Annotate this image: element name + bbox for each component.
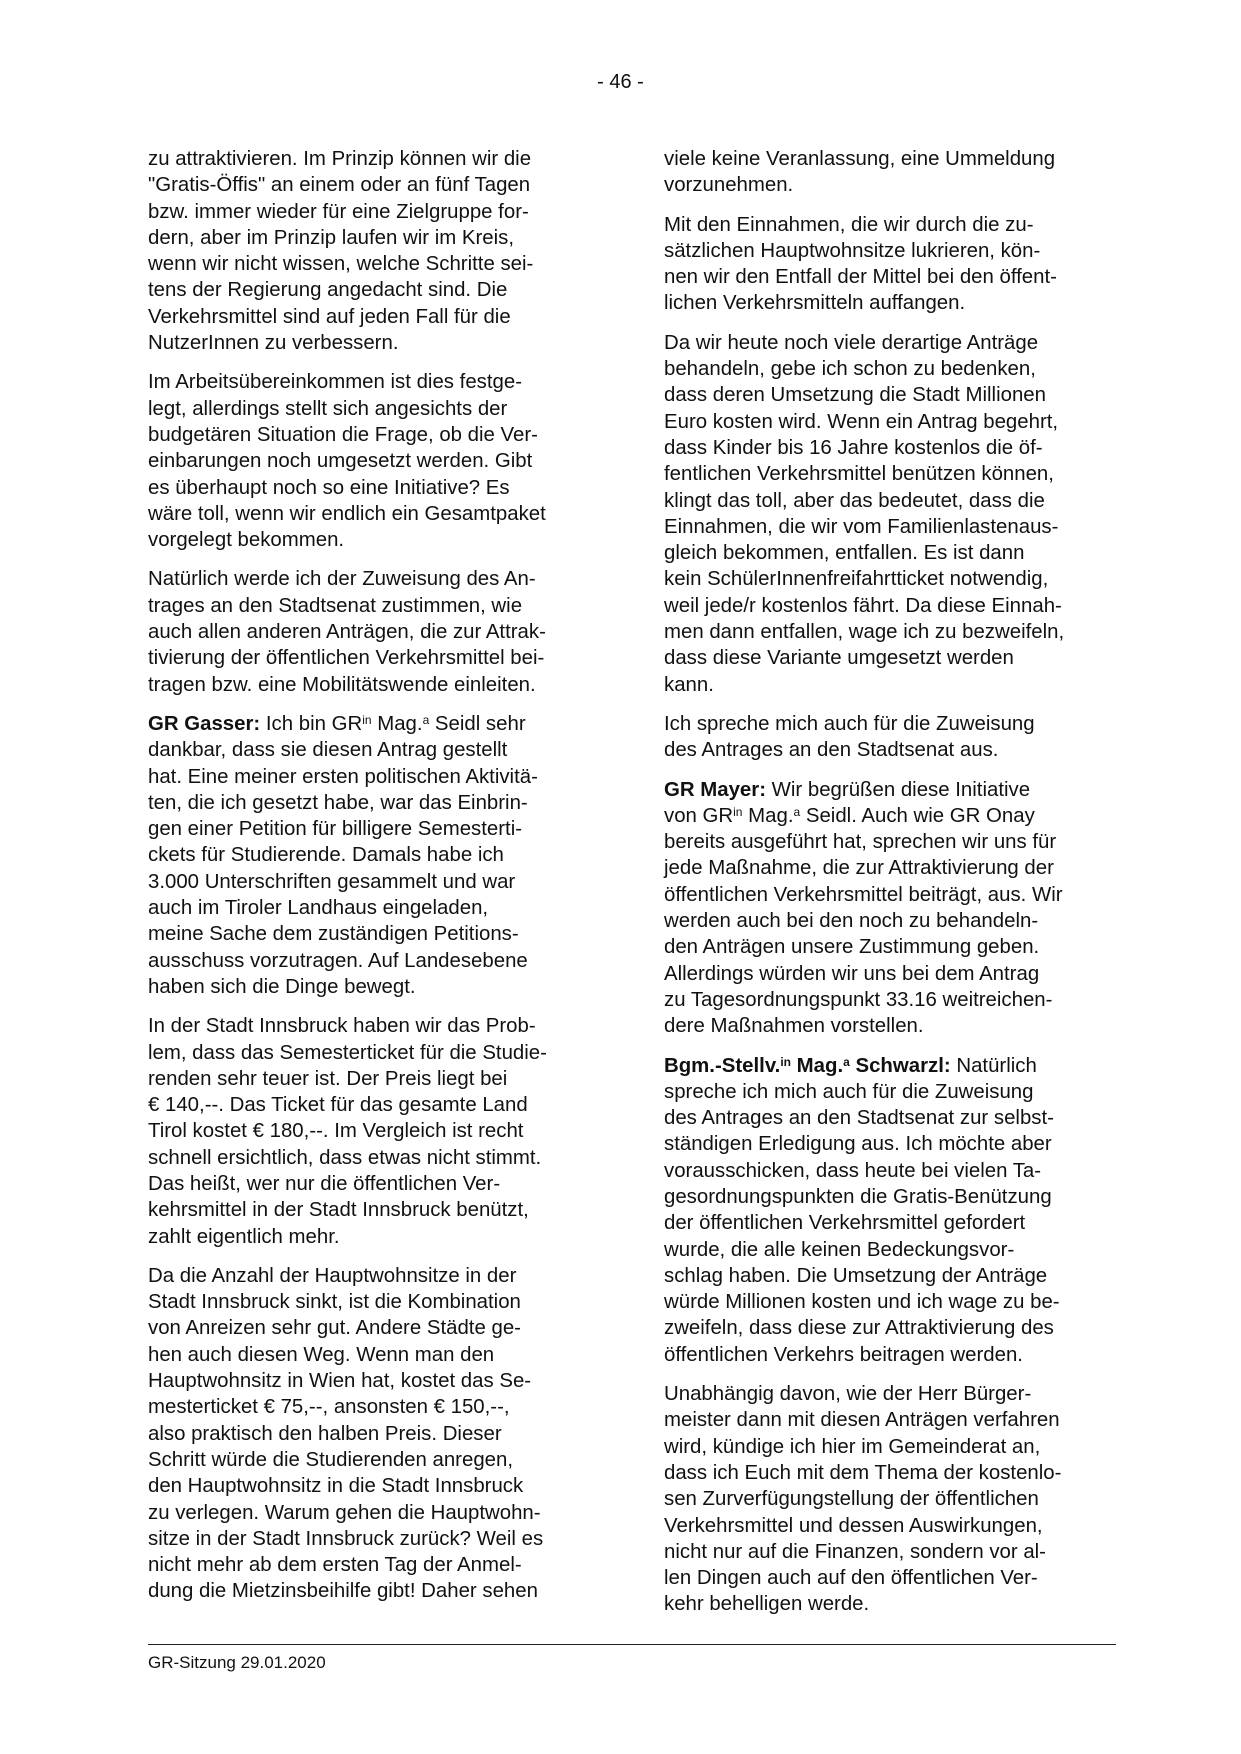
paragraph-line: jede Maßnahme, die zur Attraktivierung der [664, 857, 1054, 880]
page-number: - 46 - [597, 71, 644, 93]
paragraph-line: den Anträgen unsere Zustimmung geben. [664, 936, 1040, 959]
paragraph-line: wäre toll, wenn wir endlich ein Gesamtpaket [148, 502, 546, 525]
paragraph-line: gleich bekommen, entfallen. Es ist dann [664, 542, 1025, 565]
footer-session-date: GR-Sitzung 29.01.2020 [148, 1653, 326, 1672]
paragraph-line: von $GR^{in}$ Mag.$^a$ Seidl. Auch wie GR Onay [664, 804, 1035, 827]
paragraph-line: ten, die ich gesetzt habe, war das Einbrin- [148, 791, 528, 814]
paragraph-line: zu Tagesordnungspunkt 33.16 weitreichen- [664, 988, 1053, 1011]
paragraph-line: In der Stadt Innsbruck haben wir das Prob- [148, 1015, 536, 1038]
paragraph-line: sitze in der Stadt Innsbruck zurück? Weil es [148, 1527, 544, 1550]
paragraph-line: weil jede/r kostenlos fährt. Da diese Einnah- [664, 594, 1062, 617]
paragraph [148, 566, 603, 697]
paragraph-line: tivierung der öffentlichen Verkehrsmittel bei- [148, 647, 545, 670]
paragraph-line: trages an den Stadtsenat zustimmen, wie [148, 594, 523, 617]
paragraph-line: zweifeln, dass diese zur Attraktivierung des [664, 1317, 1054, 1340]
left-column [148, 146, 603, 1618]
paragraph-line: von Anreizen sehr gut. Andere Städte ge- [148, 1317, 521, 1340]
paragraph-line: spreche ich mich auch für die Zuweisung [664, 1080, 1034, 1103]
paragraph-line: fentlichen Verkehrsmittel benützen können, [664, 463, 1054, 486]
paragraph-line: "Gratis-Öffis" an einem oder an fünf Tagen [148, 174, 531, 197]
paragraph-line: kehrsmittel in der Stadt Innsbruck benützt, [148, 1199, 529, 1222]
paragraph-line: nicht nur auf die Finanzen, sondern vor al- [664, 1540, 1046, 1563]
paragraph-line: hat. Eine meiner ersten politischen Aktivitä- [148, 765, 538, 788]
paragraph-line: dass ich Euch mit dem Thema der kostenlo- [664, 1461, 1062, 1484]
paragraph-line: dere Maßnahmen vorstellen. [664, 1015, 924, 1038]
paragraph-line: men dann entfallen, wage ich zu bezweifeln, [664, 621, 1065, 644]
paragraph-line: NutzerInnen zu verbessern. [148, 332, 399, 355]
paragraph-line: gen einer Petition für billigere Semesterti- [148, 818, 523, 841]
paragraph-line: len Dingen auch auf den öffentlichen Ver- [664, 1567, 1038, 1590]
paragraph-line: ckets für Studierende. Damals habe ich [148, 844, 504, 867]
paragraph-line: gesordnungspunkten die Gratis-Benützung [664, 1185, 1052, 1208]
paragraph-line: dankbar, dass sie diesen Antrag gestellt [148, 739, 508, 762]
paragraph-line: öffentlichen Verkehrsmittel beiträgt, aus. Wir [664, 883, 1063, 906]
paragraph-line: kann. [664, 673, 714, 696]
paragraph-line: wurde, die alle keinen Bedeckungsvor- [664, 1238, 1015, 1261]
paragraph-line: wenn wir nicht wissen, welche Schritte sei- [148, 253, 534, 276]
paragraph-line: meister dann mit diesen Anträgen verfahren [664, 1409, 1060, 1432]
paragraph-line: dung die Mietzinsbeihilfe gibt! Daher sehen [148, 1580, 538, 1603]
paragraph-line: nicht mehr ab dem ersten Tag der Anmel- [148, 1554, 522, 1577]
paragraph-line: haben sich die Dinge bewegt. [148, 975, 416, 998]
paragraph-line: behandeln, gebe ich schon zu bedenken, [664, 358, 1036, 381]
paragraph-line: Natürlich werde ich der Zuweisung des An- [148, 568, 536, 591]
paragraph-line: Verkehrsmittel und dessen Auswirkungen, [664, 1514, 1043, 1537]
footer-divider [148, 1644, 1116, 1645]
paragraph-line: Da die Anzahl der Hauptwohnsitze in der [148, 1264, 517, 1287]
paragraph-line: vorausschicken, dass heute bei vielen Ta- [664, 1159, 1042, 1182]
paragraph-line: Hauptwohnsitz in Wien hat, kostet das Se- [148, 1370, 532, 1393]
paragraph-line: Bgm.-Stellv.$^{in}$ Mag.$^a$ Schwarzl: Natürlich [664, 1054, 1037, 1077]
paragraph-line: ständigen Erledigung aus. Ich möchte aber [664, 1133, 1052, 1156]
paragraph [664, 330, 1119, 698]
paragraph-line: würde Millionen kosten und ich wage zu be- [664, 1291, 1060, 1314]
paragraph-line: Einnahmen, die wir vom Familienlastenaus- [664, 515, 1059, 538]
paragraph-line: kein SchülerInnenfreifahrtticket notwendig, [664, 568, 1049, 591]
paragraph-line: zu verlegen. Warum gehen die Hauptwohn- [148, 1501, 541, 1524]
paragraph [148, 146, 603, 356]
paragraph-line: renden sehr teuer ist. Der Preis liegt bei [148, 1067, 508, 1090]
paragraph-line: klingt das toll, aber das bedeutet, dass die [664, 489, 1045, 512]
paragraph-line: ausschuss vorzutragen. Auf Landesebene [148, 949, 528, 972]
paragraph-line: Schritt würde die Studierenden anregen, [148, 1448, 514, 1471]
paragraph-line: € 140,--. Das Ticket für das gesamte Land [148, 1094, 528, 1117]
paragraph-line: Das heißt, wer nur die öffentlichen Ver- [148, 1172, 501, 1195]
paragraph [664, 146, 1119, 199]
paragraph-line: nen wir den Entfall der Mittel bei den öffent- [664, 266, 1057, 289]
paragraph-line: Allerdings würden wir uns bei dem Antrag [664, 962, 1040, 985]
paragraph-line: legt, allerdings stellt sich angesichts der [148, 397, 508, 420]
paragraph [148, 1263, 603, 1605]
paragraph-line: werden auch bei den noch zu behandeln- [664, 910, 1039, 933]
paragraph-line: vorzunehmen. [664, 174, 794, 197]
paragraph-line: meine Sache dem zuständigen Petitions- [148, 923, 519, 946]
paragraph [664, 1381, 1119, 1618]
paragraph [664, 212, 1119, 317]
paragraph-line: schnell ersichtlich, dass etwas nicht stimmt. [148, 1146, 542, 1169]
paragraph-line: dass Kinder bis 16 Jahre kostenlos die öf- [664, 436, 1043, 459]
paragraph [148, 369, 603, 553]
paragraph-line: dern, aber im Prinzip laufen wir im Kreis, [148, 226, 515, 249]
speaker-name: Bgm.-Stellv.$^{in}$ Mag.$^a$ Schwarzl: [664, 1054, 951, 1077]
paragraph-gasser [148, 711, 603, 1000]
paragraph-line: dass deren Umsetzung die Stadt Millionen [664, 384, 1046, 407]
paragraph-line: Verkehrsmittel sind auf jeden Fall für die [148, 305, 511, 328]
paragraph [148, 1013, 603, 1250]
paragraph-line: Ich spreche mich auch für die Zuweisung [664, 712, 1035, 735]
paragraph-line: Da wir heute noch viele derartige Anträge [664, 331, 1039, 354]
paragraph-line: budgetären Situation die Frage, ob die Ver- [148, 423, 538, 446]
paragraph-line: Tirol kostet € 180,--. Im Vergleich ist recht [148, 1120, 524, 1143]
paragraph-line: Im Arbeitsübereinkommen ist dies festge- [148, 371, 522, 394]
paragraph-line: mesterticket € 75,--, ansonsten € 150,--, [148, 1396, 510, 1419]
paragraph-mayer [664, 777, 1119, 1040]
paragraph-line: vorgelegt bekommen. [148, 529, 345, 552]
paragraph-line: sätzlichen Hauptwohnsitze lukrieren, kön- [664, 239, 1041, 262]
paragraph-line: hen auch diesen Weg. Wenn man den [148, 1343, 495, 1366]
paragraph-line: der öffentlichen Verkehrsmittel gefordert [664, 1212, 1026, 1235]
paragraph-line: Euro kosten wird. Wenn ein Antrag begehrt, [664, 410, 1059, 433]
paragraph-line: bzw. immer wieder für eine Zielgruppe for- [148, 200, 529, 223]
paragraph-line: bereits ausgeführt hat, sprechen wir uns für [664, 831, 1057, 854]
paragraph-schwarzl [664, 1053, 1119, 1369]
paragraph-line: des Antrages an den Stadtsenat aus. [664, 739, 999, 762]
paragraph-line: zahlt eigentlich mehr. [148, 1225, 340, 1248]
paragraph [664, 711, 1119, 764]
paragraph-line: öffentlichen Verkehrs beitragen werden. [664, 1343, 1023, 1366]
paragraph-line: also praktisch den halben Preis. Dieser [148, 1422, 502, 1445]
paragraph-line: viele keine Veranlassung, eine Ummeldung [664, 148, 1056, 170]
speaker-name: GR Gasser: [148, 712, 261, 735]
paragraph-line: wird, kündige ich hier im Gemeinderat an, [664, 1435, 1041, 1458]
paragraph-line: den Hauptwohnsitz in die Stadt Innsbruck [148, 1475, 524, 1498]
paragraph-line: tens der Regierung angedacht sind. Die [148, 279, 508, 302]
paragraph-line: GR Mayer: Wir begrüßen diese Initiative [664, 778, 1031, 801]
paragraph-line: schlag haben. Die Umsetzung der Anträge [664, 1264, 1048, 1287]
speaker-name: GR Mayer: [664, 778, 766, 801]
paragraph-line: tragen bzw. eine Mobilitätswende einleiten. [148, 673, 536, 696]
paragraph-line: Stadt Innsbruck sinkt, ist die Kombination [148, 1291, 521, 1314]
paragraph-line: zu attraktivieren. Im Prinzip können wir die [148, 148, 532, 170]
paragraph-line: Mit den Einnahmen, die wir durch die zu- [664, 213, 1034, 236]
paragraph-line: es überhaupt noch so eine Initiative? Es [148, 476, 510, 499]
paragraph-line: einbarungen noch umgesetzt werden. Gibt [148, 450, 533, 473]
paragraph-line: dass diese Variante umgesetzt werden [664, 647, 1014, 670]
paragraph-line: auch allen anderen Anträgen, die zur Attrak- [148, 621, 546, 644]
paragraph-line: lem, dass das Semesterticket für die Studie- [148, 1041, 547, 1064]
paragraph-line: kehr behelligen werde. [664, 1593, 870, 1616]
paragraph-line: 3.000 Unterschriften gesammelt und war [148, 870, 516, 893]
paragraph-line: Unabhängig davon, wie der Herr Bürger- [664, 1383, 1032, 1406]
paragraph-line: lichen Verkehrsmitteln auffangen. [664, 292, 966, 315]
paragraph-line: auch im Tiroler Landhaus eingeladen, [148, 897, 489, 920]
paragraph-line: sen Zurverfügungstellung der öffentlichen [664, 1488, 1039, 1511]
paragraph-line: des Antrages an den Stadtsenat zur selbst- [664, 1107, 1054, 1130]
right-column [664, 146, 1119, 1631]
paragraph-line: GR Gasser: Ich bin $GR^{in}$ Mag.$^a$ Seidl sehr [148, 712, 526, 735]
